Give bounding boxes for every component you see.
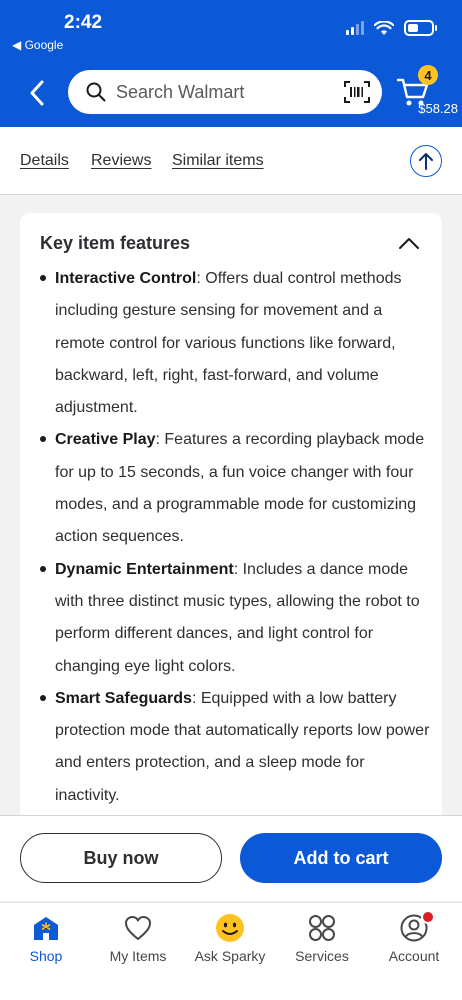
back-button[interactable] [22, 75, 52, 111]
tab-details[interactable]: Details [20, 152, 69, 169]
nav-ask-sparky[interactable] [184, 913, 276, 964]
cart-total: $58.28 [418, 101, 458, 116]
nav-label: Ask Sparky [194, 948, 266, 964]
feature-text: : Offers dual control methods including gesture sensing for movement and a remote control for various functions like forward, backward, left, right, fast-forward, and volume adjustment. [55, 270, 402, 417]
features-list [40, 263, 430, 812]
store-icon [32, 914, 60, 942]
feature-text: : Features a recording playback mode for up to 15 seconds, a fun voice changer with four modes, and a programmable mode for customizing action sequences. [55, 431, 425, 546]
battery-icon [404, 20, 434, 36]
purchase-actions [0, 815, 462, 901]
heart-icon [124, 915, 152, 941]
add-to-cart-button[interactable]: Add to cart [240, 833, 442, 883]
list-item [40, 554, 430, 683]
list-item [40, 263, 430, 424]
back-to-google-link[interactable]: ◀ Google [12, 38, 64, 52]
services-grid-icon [308, 914, 336, 942]
list-item [40, 683, 430, 812]
nav-services[interactable] [276, 913, 368, 964]
status-time: 2:42 [64, 12, 103, 33]
nav-label: Shop [29, 948, 63, 964]
feature-title: Creative Play [55, 431, 156, 449]
app-header [0, 0, 462, 127]
tab-reviews[interactable]: Reviews [91, 152, 152, 169]
search-bar[interactable] [68, 70, 382, 114]
nav-label: Account [388, 948, 440, 964]
feature-title: Dynamic Entertainment [55, 560, 234, 578]
nav-label: Services [295, 948, 349, 964]
sparky-smiley-icon [215, 913, 245, 943]
search-input[interactable]: Search Walmart [116, 81, 245, 102]
arrow-up-icon [418, 152, 434, 170]
feature-title: Interactive Control [55, 270, 197, 287]
tab-similar-items[interactable]: Similar items [172, 152, 264, 169]
key-features-card [20, 213, 442, 833]
feature-text: : Equipped with a low battery protection mode that automatically reports low power and enters protection, and a sleep mode for inactivity. [55, 689, 430, 804]
key-features-title: Key item features [40, 233, 191, 253]
cellular-signal-icon [346, 21, 364, 35]
chevron-up-icon[interactable] [398, 236, 420, 250]
bottom-nav [0, 902, 462, 1000]
nav-label: My Items [109, 948, 167, 964]
search-icon [86, 82, 106, 102]
chevron-left-icon [29, 80, 45, 106]
feature-text: : Includes a dance mode with three distinct music types, allowing the robot to perform different dances, and light control for changing eye light colors. [55, 560, 420, 675]
nav-account[interactable] [368, 913, 460, 964]
nav-shop[interactable] [0, 913, 92, 964]
status-icons [346, 20, 434, 36]
scroll-to-top-button[interactable] [410, 145, 442, 177]
barcode-scan-icon[interactable] [344, 81, 370, 103]
cart-count-badge: 4 [418, 65, 438, 85]
product-section-tabs [0, 127, 462, 195]
nav-my-items[interactable] [92, 913, 184, 964]
feature-title: Smart Safeguards [55, 689, 192, 707]
wifi-icon [374, 21, 394, 36]
notification-dot [421, 910, 435, 924]
list-item [40, 424, 430, 553]
buy-now-button[interactable]: Buy now [20, 833, 222, 883]
